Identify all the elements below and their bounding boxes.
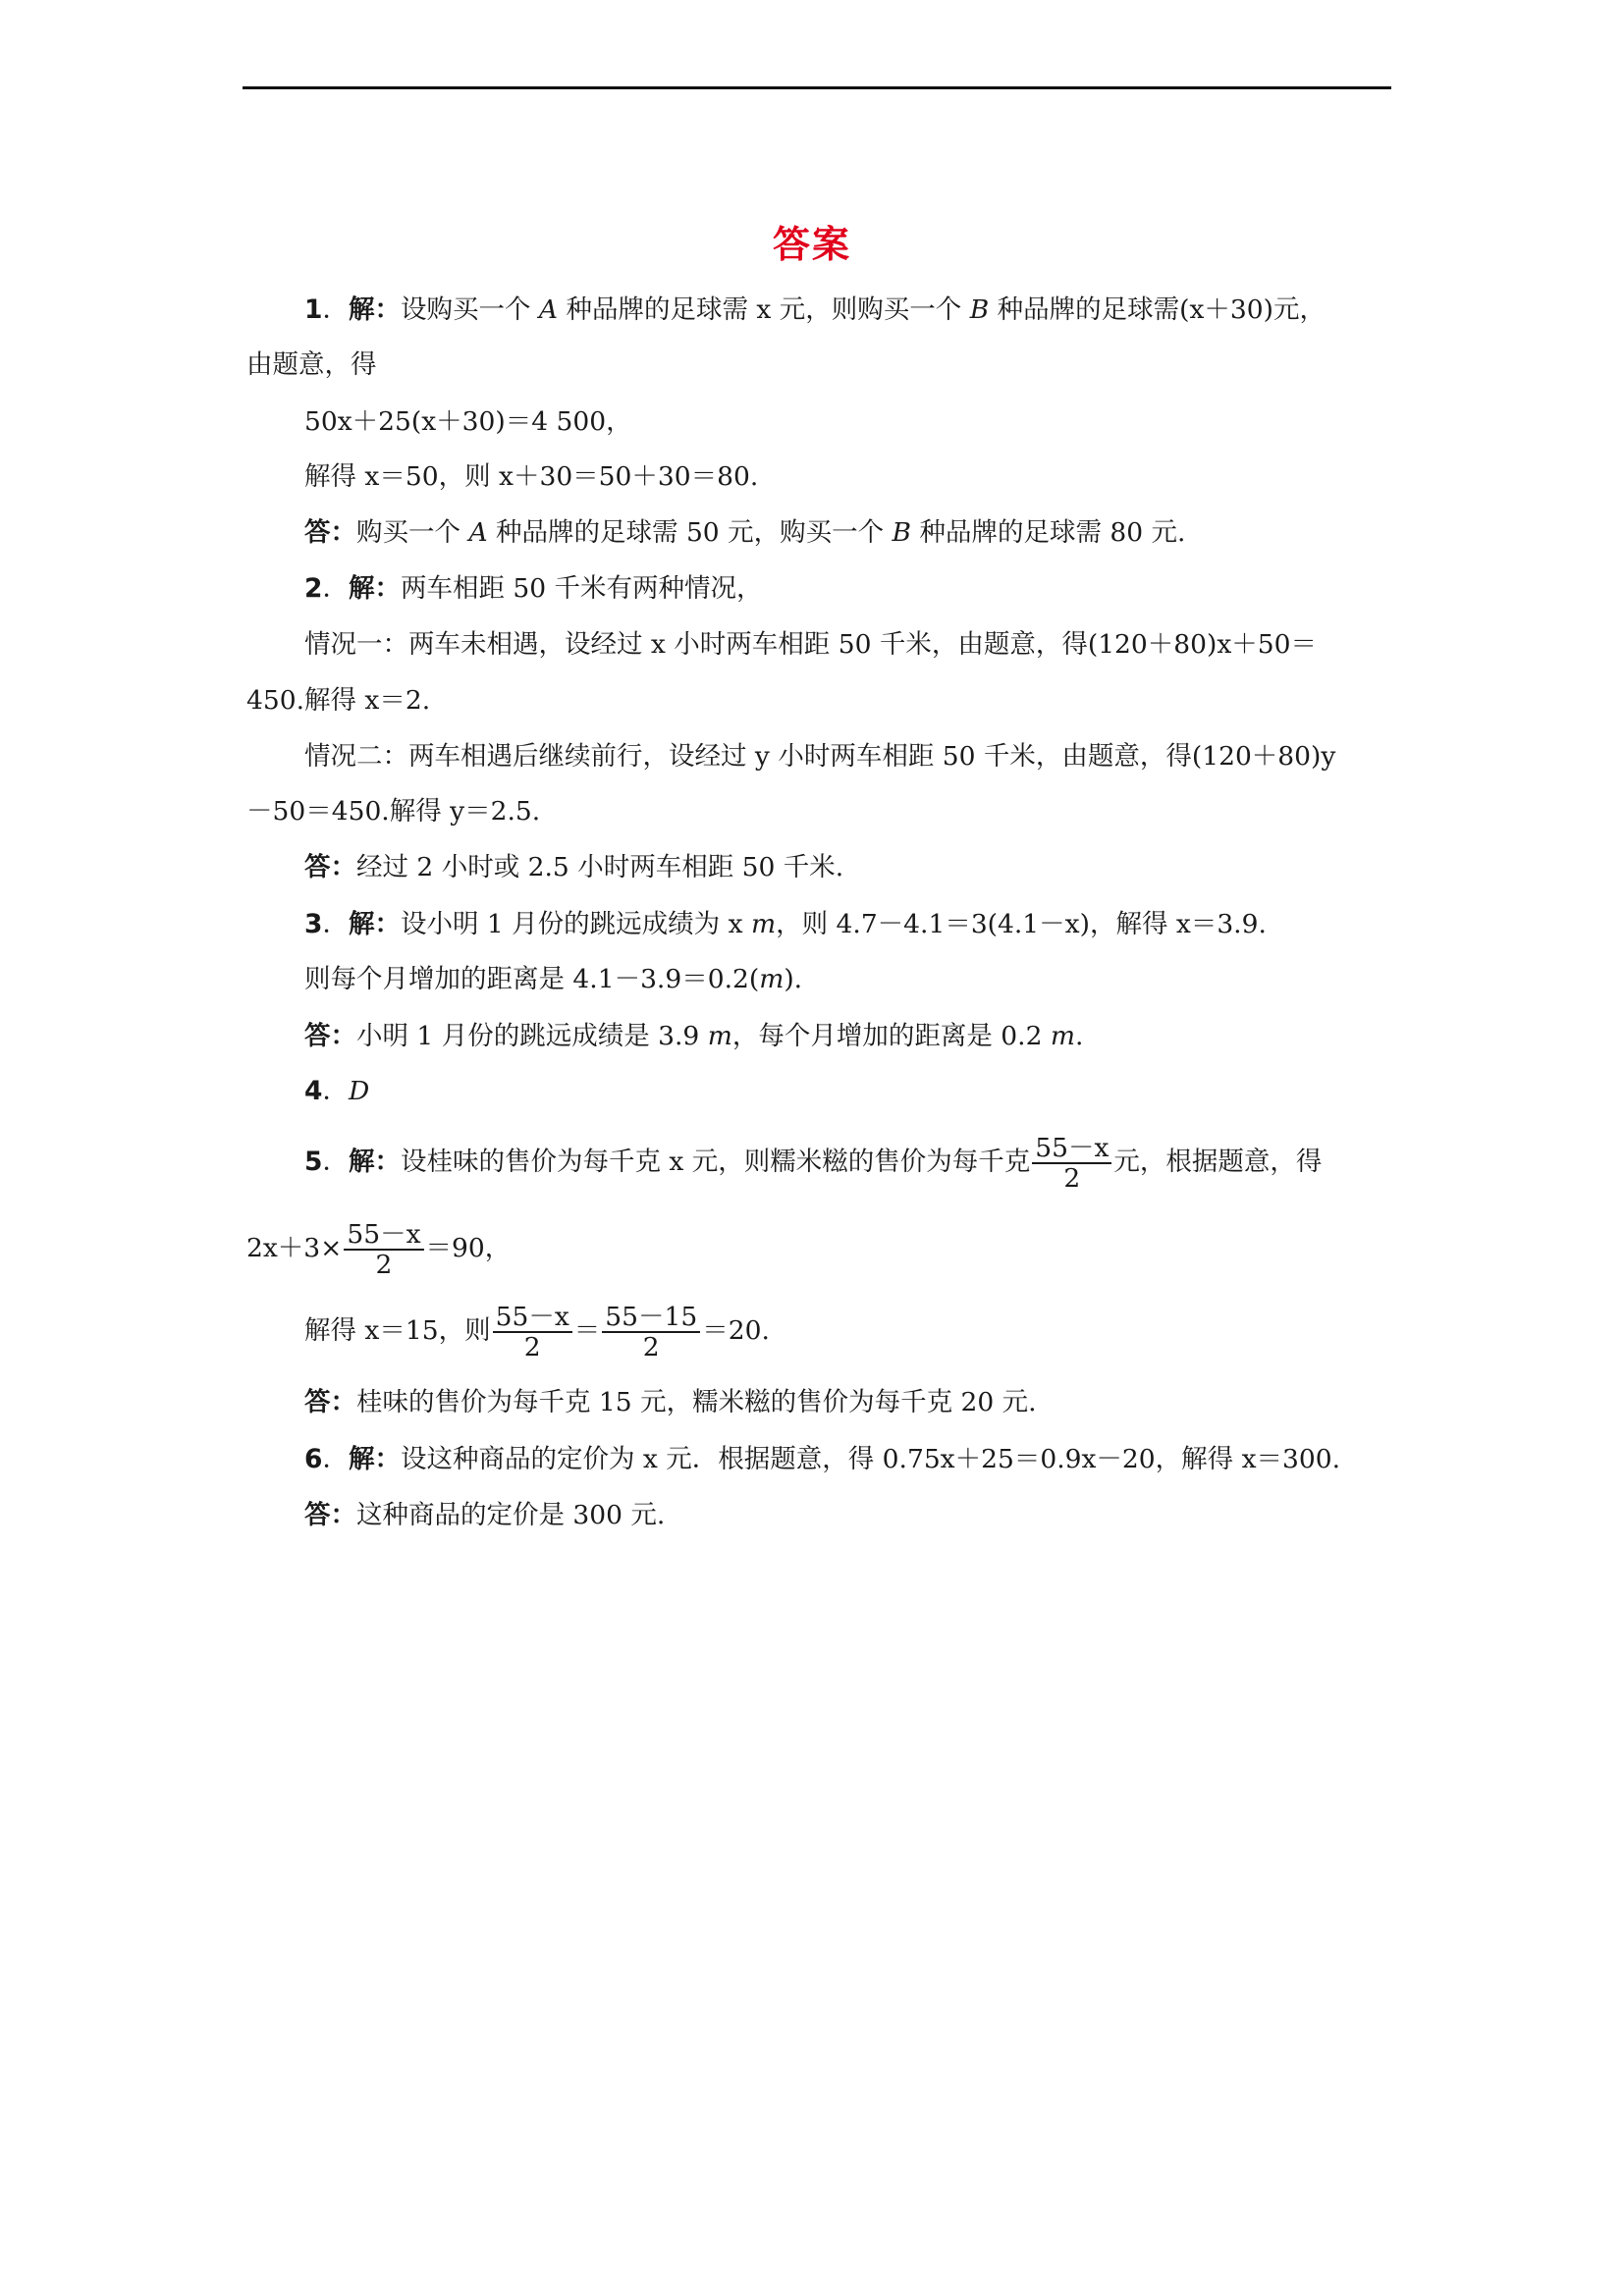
q4-number: 4: [304, 1076, 323, 1106]
q3-solution-label: 解：: [348, 909, 401, 939]
q1-line-1: 1．解：设购买一个 A 种品牌的足球需 x 元，则购买一个 B 种品牌的足球需(x＋30)元，: [304, 294, 1326, 325]
q5-solve: 解得 x＝15，则 $\frac{55-x}{2}$ ＝ $\frac{55-15}{2}$ ＝20.: [304, 1302, 770, 1363]
q2-case-1-cont: 450.解得 x＝2.: [246, 685, 431, 716]
q4-answer: D: [348, 1076, 370, 1106]
q1-number: 1: [304, 294, 323, 325]
fraction: $\frac{55-x}{2}$: [344, 1220, 423, 1279]
fraction: $\frac{55-x}{2}$: [1032, 1134, 1111, 1193]
q6-line-1: 6．解：设这种商品的定价为 x 元．根据题意，得 0.75x＋25＝0.9x－20，解得 x＝300.: [304, 1444, 1341, 1474]
q5-equation: 2x＋3× $\frac{55-x}{2}$ ＝90，: [246, 1219, 512, 1281]
q1-answer-label: 答：: [304, 517, 356, 548]
q5-solution-label: 解：: [348, 1147, 401, 1178]
var-b: B: [969, 294, 990, 325]
var-a: A: [538, 294, 559, 325]
q6-solution-label: 解：: [348, 1444, 401, 1474]
q5-answer: 答：桂味的售价为每千克 15 元，糯米糍的售价为每千克 20 元.: [304, 1387, 1037, 1417]
q3-answer-label: 答：: [304, 1021, 356, 1051]
q6-answer-label: 答：: [304, 1500, 356, 1530]
q2-case-1: 情况一：两车未相遇，设经过 x 小时两车相距 50 千米，由题意，得(120＋80)x＋50＝: [304, 629, 1318, 660]
q2-number: 2: [304, 573, 323, 604]
header-rule: [243, 86, 1391, 89]
q1-line-2: 由题意，得: [246, 349, 377, 380]
q2-case-2-cont: －50＝450.解得 y＝2.5.: [246, 796, 541, 827]
q3-answer: 答：小明 1 月份的跳远成绩是 3.9 m，每个月增加的距离是 0.2 m.: [304, 1021, 1084, 1051]
q4-line: 4．D: [304, 1076, 370, 1106]
q5-line-1: 5．解：设桂味的售价为每千克 x 元，则糯米糍的售价为每千克 $\frac{55-x}{2}$ 元，根据题意，得: [304, 1133, 1323, 1195]
q1-solution-label: 解：: [348, 294, 401, 325]
q2-answer: 答：经过 2 小时或 2.5 小时两车相距 50 千米.: [304, 852, 844, 882]
q5-number: 5: [304, 1147, 323, 1178]
q6-number: 6: [304, 1444, 323, 1474]
q2-case-2: 情况二：两车相遇后继续前行，设经过 y 小时两车相距 50 千米，由题意，得(120＋80)y: [304, 741, 1336, 772]
page-title: 答案: [772, 223, 851, 266]
q1-solve: 解得 x＝50，则 x＋30＝50＋30＝80.: [304, 461, 759, 492]
q5-answer-label: 答：: [304, 1387, 356, 1417]
q2-answer-label: 答：: [304, 852, 356, 882]
q3-line-1: 3．解：设小明 1 月份的跳远成绩为 x m，则 4.7－4.1＝3(4.1－x)，解得 x＝3.9.: [304, 909, 1267, 939]
fraction: $\frac{55-x}{2}$: [493, 1303, 572, 1362]
q2-solution-label: 解：: [348, 573, 401, 604]
q2-line-1: 2．解：两车相距 50 千米有两种情况，: [304, 573, 763, 604]
q3-line-2: 则每个月增加的距离是 4.1－3.9＝0.2(m).: [304, 964, 803, 994]
q3-number: 3: [304, 909, 323, 939]
fraction: $\frac{55-15}{2}$: [602, 1303, 700, 1362]
q1-answer: 答：购买一个 A 种品牌的足球需 50 元，购买一个 B 种品牌的足球需 80 元.: [304, 517, 1186, 548]
q1-equation: 50x＋25(x＋30)＝4 500，: [304, 406, 632, 437]
q6-answer: 答：这种商品的定价是 300 元.: [304, 1500, 666, 1530]
